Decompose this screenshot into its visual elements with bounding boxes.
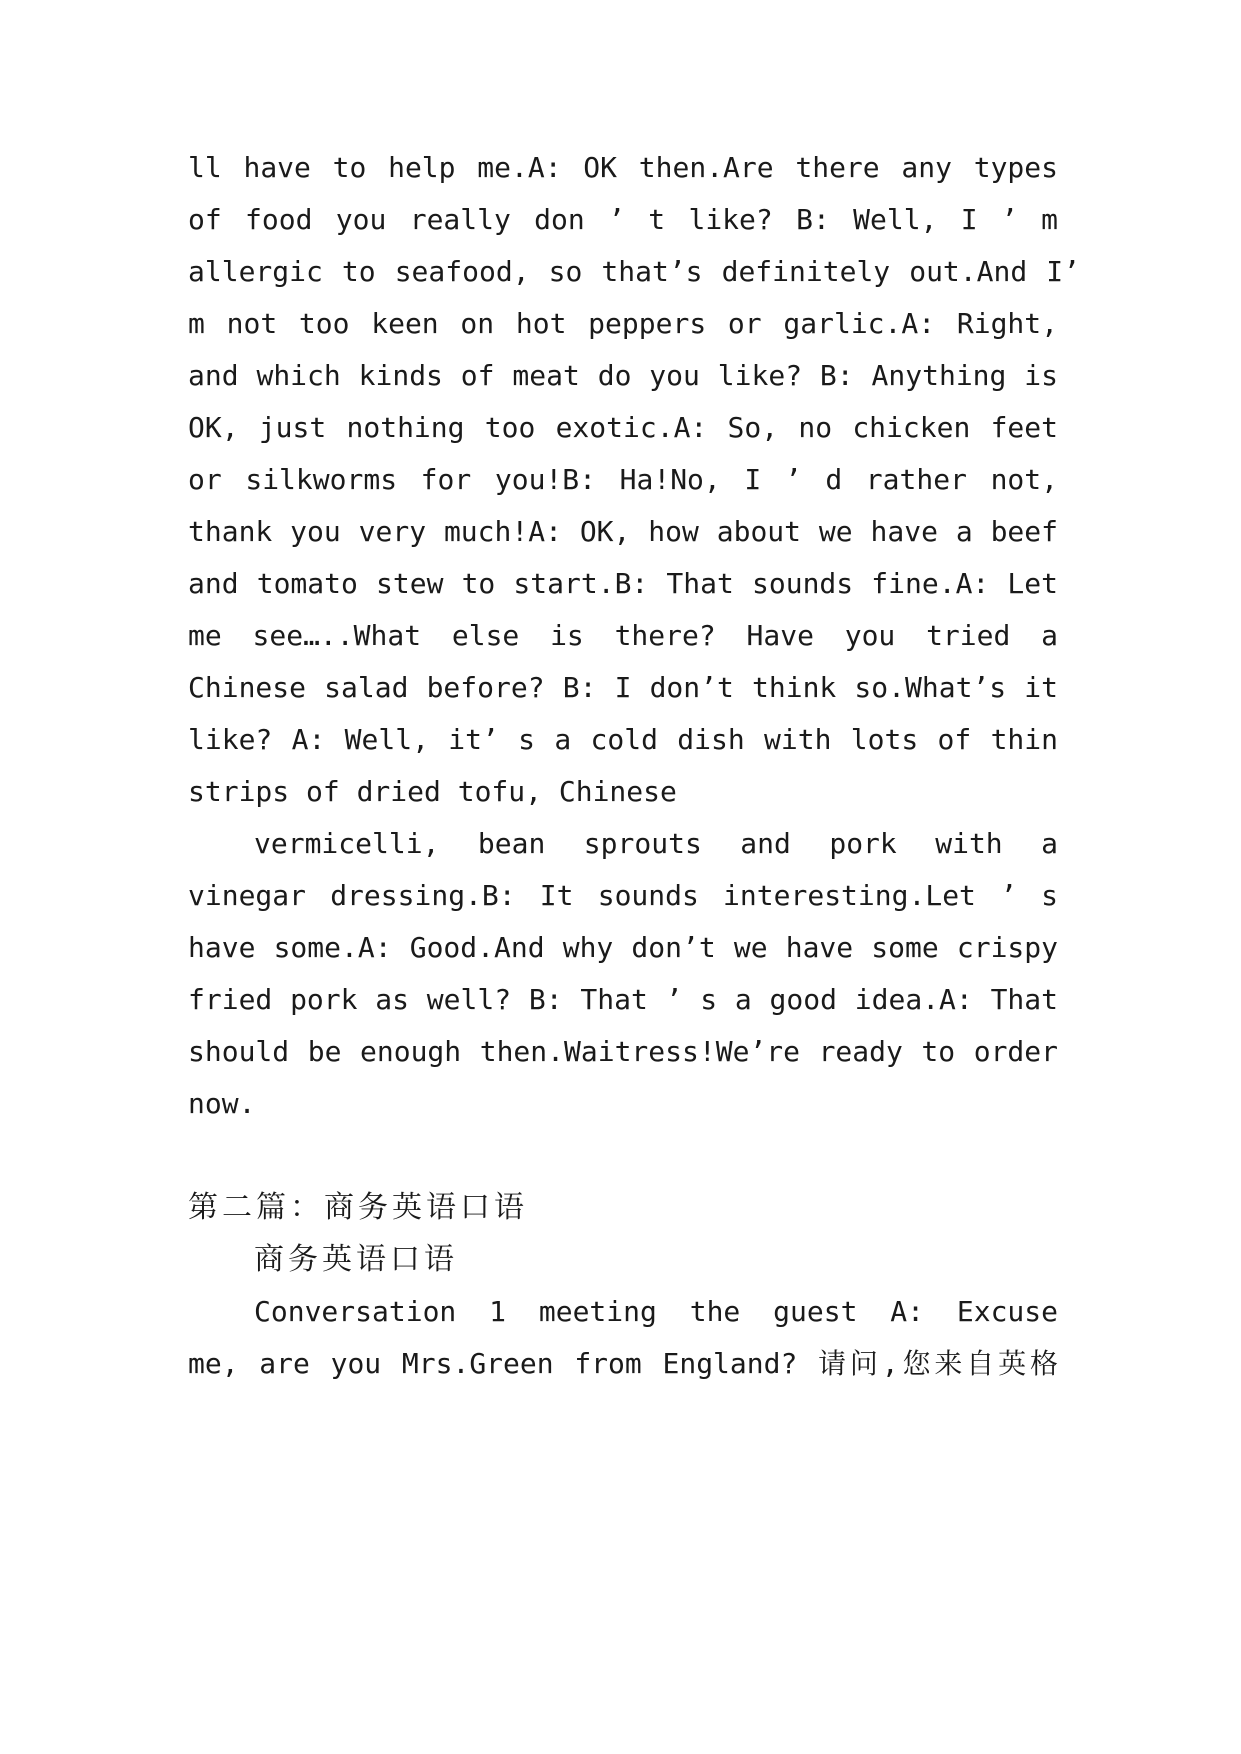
text-line: me see…..What else is there? Have you tried a (188, 619, 1058, 652)
text-line: OK, just nothing too exotic.A: So, no chicken feet (188, 411, 1058, 444)
text-line: fried pork as well? B: That ’ s a good idea.A: That (188, 983, 1058, 1016)
text-line: of food you really don ’ t like? B: Well, I ’ m (188, 203, 1058, 236)
text-line: and which kinds of meat do you like? B: Anything is (188, 359, 1058, 392)
text-line: Chinese salad before? B: I don’t think so.What’s it (188, 671, 1058, 704)
text-line: vermicelli, bean sprouts and pork with a (254, 827, 1058, 860)
text-line: strips of dried tofu, Chinese (188, 775, 677, 808)
text-line: ll have to help me.A: OK then.Are there any types (188, 151, 1058, 184)
text-line: thank you very much!A: OK, how about we have a beef (188, 515, 1058, 548)
text-line: or silkworms for you!B: Ha!No, I ’ d rather not, (188, 463, 1058, 496)
section-subheading: 商务英语口语 (254, 1242, 458, 1277)
text-line: like? A: Well, it’ s a cold dish with lots of thin (188, 723, 1058, 756)
text-line: m not too keen on hot peppers or garlic.A: Right, (188, 307, 1058, 340)
text-line: vinegar dressing.B: It sounds interesting.Let ’ s (188, 879, 1058, 912)
section-heading: 第二篇：商务英语口语 (188, 1190, 528, 1225)
text-line: Conversation 1 meeting the guest A: Excuse (254, 1295, 1058, 1328)
text-line: have some.A: Good.And why don’t we have some crispy (188, 931, 1058, 964)
text-line: now. (188, 1087, 256, 1120)
text-line: and tomato stew to start.B: That sounds fine.A: Let (188, 567, 1058, 600)
text-line: allergic to seafood, so that’s definitely out.And I’ (188, 255, 1080, 288)
text-line: me, are you Mrs.Green from England? 请问,您来自英格 (188, 1347, 1058, 1380)
text-line: should be enough then.Waitress!We’re ready to order (188, 1035, 1058, 1068)
